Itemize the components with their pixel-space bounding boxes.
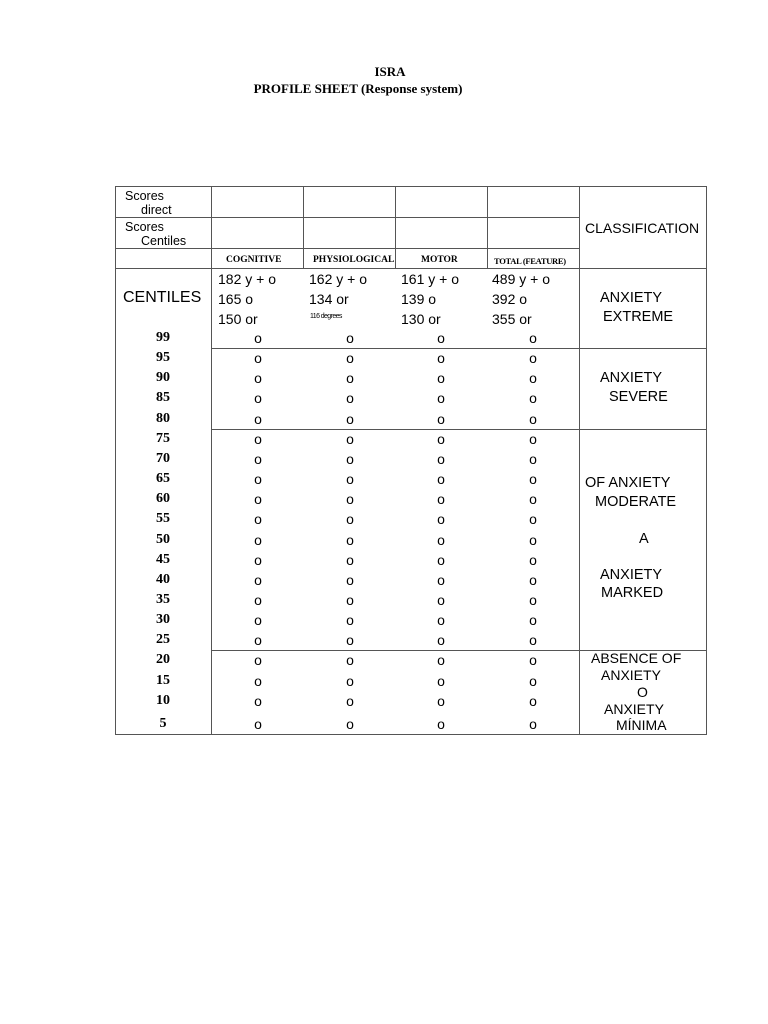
centile-value: 15 xyxy=(156,672,170,688)
section-divider xyxy=(211,348,707,349)
mark-option[interactable]: o xyxy=(346,330,354,346)
threshold-cognitive-3: 150 or xyxy=(218,311,258,327)
threshold-total-2: 392 o xyxy=(492,291,528,307)
mark-option[interactable]: o xyxy=(437,591,445,608)
mark-option[interactable]: o xyxy=(529,511,537,528)
mark-option[interactable]: o xyxy=(529,410,537,427)
mark-option[interactable]: o xyxy=(529,692,537,709)
class-extreme-1: ANXIETY xyxy=(600,290,663,306)
section-divider xyxy=(211,429,707,430)
threshold-cognitive-1: 182 y + o xyxy=(218,271,276,287)
mark-option[interactable]: o xyxy=(437,410,445,427)
mark-option[interactable]: o xyxy=(346,591,354,608)
centile-value: 99 xyxy=(156,330,170,345)
mark-option[interactable]: o xyxy=(529,591,537,608)
mark-option[interactable]: o xyxy=(346,511,354,528)
mark-option[interactable]: o xyxy=(346,491,354,508)
centile-value: 50 xyxy=(156,531,170,547)
document-title: ISRA xyxy=(374,64,406,79)
row-divider xyxy=(115,268,707,269)
mark-option[interactable]: o xyxy=(437,531,445,548)
centile-value: 95 xyxy=(156,350,170,366)
mark-option[interactable]: o xyxy=(437,632,445,649)
mark-option[interactable]: o xyxy=(346,430,354,447)
class-minimal-4: ANXIETY xyxy=(604,701,664,717)
mark-option[interactable]: o xyxy=(437,571,445,588)
centile-value: 70 xyxy=(156,450,170,466)
mark-option[interactable]: o xyxy=(254,471,262,488)
mark-option[interactable]: o xyxy=(346,632,354,649)
centiles-label: CENTILES xyxy=(123,289,202,306)
mark-option[interactable]: o xyxy=(346,410,354,427)
scores-centiles-label-2: Centiles xyxy=(141,234,187,248)
subtitle-main: PROFILE SHEET xyxy=(253,81,358,96)
class-moderate-2: MODERATE xyxy=(595,494,677,510)
class-extreme-2: EXTREME xyxy=(603,309,674,325)
mark-option[interactable]: o xyxy=(437,612,445,629)
class-marked-1: ANXIETY xyxy=(600,567,663,583)
mark-option[interactable]: o xyxy=(529,390,537,407)
mark-option[interactable]: o xyxy=(254,716,262,732)
centile-value: 55 xyxy=(156,511,170,527)
mark-option[interactable]: o xyxy=(254,430,262,447)
mark-option[interactable]: o xyxy=(346,390,354,407)
mark-option[interactable]: o xyxy=(529,652,537,669)
threshold-total-1: 489 y + o xyxy=(492,271,550,287)
centile-value: 35 xyxy=(156,591,170,607)
threshold-motor-3: 130 or xyxy=(401,311,441,327)
mark-option[interactable]: o xyxy=(346,652,354,669)
col-divider xyxy=(303,186,304,269)
mark-option[interactable]: o xyxy=(529,632,537,649)
col-divider xyxy=(487,186,488,269)
mark-option[interactable]: o xyxy=(254,450,262,467)
centile-value: 60 xyxy=(156,491,170,507)
mark-option[interactable]: o xyxy=(346,716,354,732)
mark-option[interactable]: o xyxy=(437,350,445,367)
threshold-physiological-3: 116 degrees xyxy=(310,313,342,320)
mark-option[interactable]: o xyxy=(437,672,445,689)
classification-header: CLASSIFICATION xyxy=(585,220,700,236)
mark-option[interactable]: o xyxy=(254,591,262,608)
document-subtitle xyxy=(0,81,742,97)
centile-value: 10 xyxy=(156,692,170,708)
class-minimal-2: ANXIETY xyxy=(601,667,661,683)
class-minimal-5: MÍNIMA xyxy=(616,717,667,733)
mark-option[interactable]: o xyxy=(346,450,354,467)
mark-option[interactable]: o xyxy=(529,430,537,447)
mark-option[interactable]: o xyxy=(529,370,537,387)
scores-centiles-label-1: Scores xyxy=(125,220,164,234)
mark-option[interactable]: o xyxy=(529,350,537,367)
mark-option[interactable]: o xyxy=(254,330,262,346)
mark-option[interactable]: o xyxy=(254,652,262,669)
centile-value: 45 xyxy=(156,551,170,567)
class-minimal-1: ABSENCE OF xyxy=(591,650,682,666)
mark-option[interactable]: o xyxy=(437,551,445,568)
mark-option[interactable]: o xyxy=(437,511,445,528)
mark-option[interactable]: o xyxy=(437,370,445,387)
table-border-bottom xyxy=(115,734,707,735)
threshold-cognitive-2: 165 o xyxy=(218,291,254,307)
mark-option[interactable]: o xyxy=(529,330,537,346)
subtitle-paren: (Response system) xyxy=(360,81,463,96)
scores-direct-label-1: Scores xyxy=(125,189,164,203)
mark-option[interactable]: o xyxy=(346,471,354,488)
centile-value: 5 xyxy=(159,716,167,731)
mark-option[interactable]: o xyxy=(529,471,537,488)
mark-option[interactable]: o xyxy=(437,652,445,669)
row-divider xyxy=(115,217,580,218)
mark-option[interactable]: o xyxy=(254,551,262,568)
column-header-motor: MOTOR xyxy=(421,255,458,265)
mark-option[interactable]: o xyxy=(254,350,262,367)
threshold-physiological-1: 162 y + o xyxy=(309,271,367,287)
mark-option[interactable]: o xyxy=(437,692,445,709)
mark-option[interactable]: o xyxy=(346,370,354,387)
mark-option[interactable]: o xyxy=(437,430,445,447)
mark-option[interactable]: o xyxy=(437,330,445,346)
class-moderate-3: A xyxy=(639,531,649,547)
centile-value: 75 xyxy=(156,430,170,446)
mark-option[interactable]: o xyxy=(437,491,445,508)
row-divider xyxy=(115,248,580,249)
threshold-total-3: 355 or xyxy=(492,311,532,327)
centile-value: 85 xyxy=(156,390,170,406)
threshold-motor-1: 161 y + o xyxy=(401,271,459,287)
mark-option[interactable]: o xyxy=(529,531,537,548)
mark-option[interactable]: o xyxy=(529,571,537,588)
centile-value: 30 xyxy=(156,612,170,628)
mark-option[interactable]: o xyxy=(529,450,537,467)
mark-option[interactable]: o xyxy=(529,716,537,732)
mark-option[interactable]: o xyxy=(437,390,445,407)
mark-option[interactable]: o xyxy=(254,531,262,548)
mark-option[interactable]: o xyxy=(254,390,262,407)
mark-option[interactable]: o xyxy=(346,350,354,367)
mark-option[interactable]: o xyxy=(346,672,354,689)
mark-option[interactable]: o xyxy=(529,551,537,568)
mark-option[interactable]: o xyxy=(254,491,262,508)
class-marked-2: MARKED xyxy=(601,585,664,601)
threshold-motor-2: 139 o xyxy=(401,291,437,307)
table-border-top xyxy=(115,186,707,187)
mark-option[interactable]: o xyxy=(346,692,354,709)
mark-option[interactable]: o xyxy=(437,471,445,488)
centile-value: 25 xyxy=(156,632,170,648)
mark-option[interactable]: o xyxy=(254,672,262,689)
mark-option[interactable]: o xyxy=(254,370,262,387)
mark-option[interactable]: o xyxy=(254,410,262,427)
mark-option[interactable]: o xyxy=(254,692,262,709)
mark-option[interactable]: o xyxy=(346,571,354,588)
centile-value: 20 xyxy=(156,652,170,668)
column-header-physiological: PHYSIOLOGICAL xyxy=(313,255,395,265)
scores-direct-label-2: direct xyxy=(141,203,172,217)
centile-value: 90 xyxy=(156,370,170,386)
mark-option[interactable]: o xyxy=(529,672,537,689)
centile-value: 80 xyxy=(156,410,170,426)
mark-option[interactable]: o xyxy=(529,491,537,508)
mark-option[interactable]: o xyxy=(254,571,262,588)
threshold-physiological-2: 134 or xyxy=(309,291,349,307)
mark-option[interactable]: o xyxy=(437,716,445,732)
class-severe-1: ANXIETY xyxy=(600,370,663,386)
centile-value: 40 xyxy=(156,571,170,587)
col-divider xyxy=(395,186,396,269)
mark-option[interactable]: o xyxy=(529,612,537,629)
mark-option[interactable]: o xyxy=(346,531,354,548)
mark-option[interactable]: o xyxy=(346,612,354,629)
class-severe-2: SEVERE xyxy=(609,389,668,405)
mark-option[interactable]: o xyxy=(346,551,354,568)
centile-value: 65 xyxy=(156,471,170,487)
class-minimal-3: O xyxy=(637,684,648,700)
class-moderate-1: OF ANXIETY xyxy=(585,475,671,491)
column-header-cognitive: COGNITIVE xyxy=(226,255,282,265)
mark-option[interactable]: o xyxy=(254,612,262,629)
column-header-total: TOTAL (FEATURE) xyxy=(494,256,566,266)
mark-option[interactable]: o xyxy=(254,632,262,649)
mark-option[interactable]: o xyxy=(254,511,262,528)
mark-option[interactable]: o xyxy=(437,450,445,467)
